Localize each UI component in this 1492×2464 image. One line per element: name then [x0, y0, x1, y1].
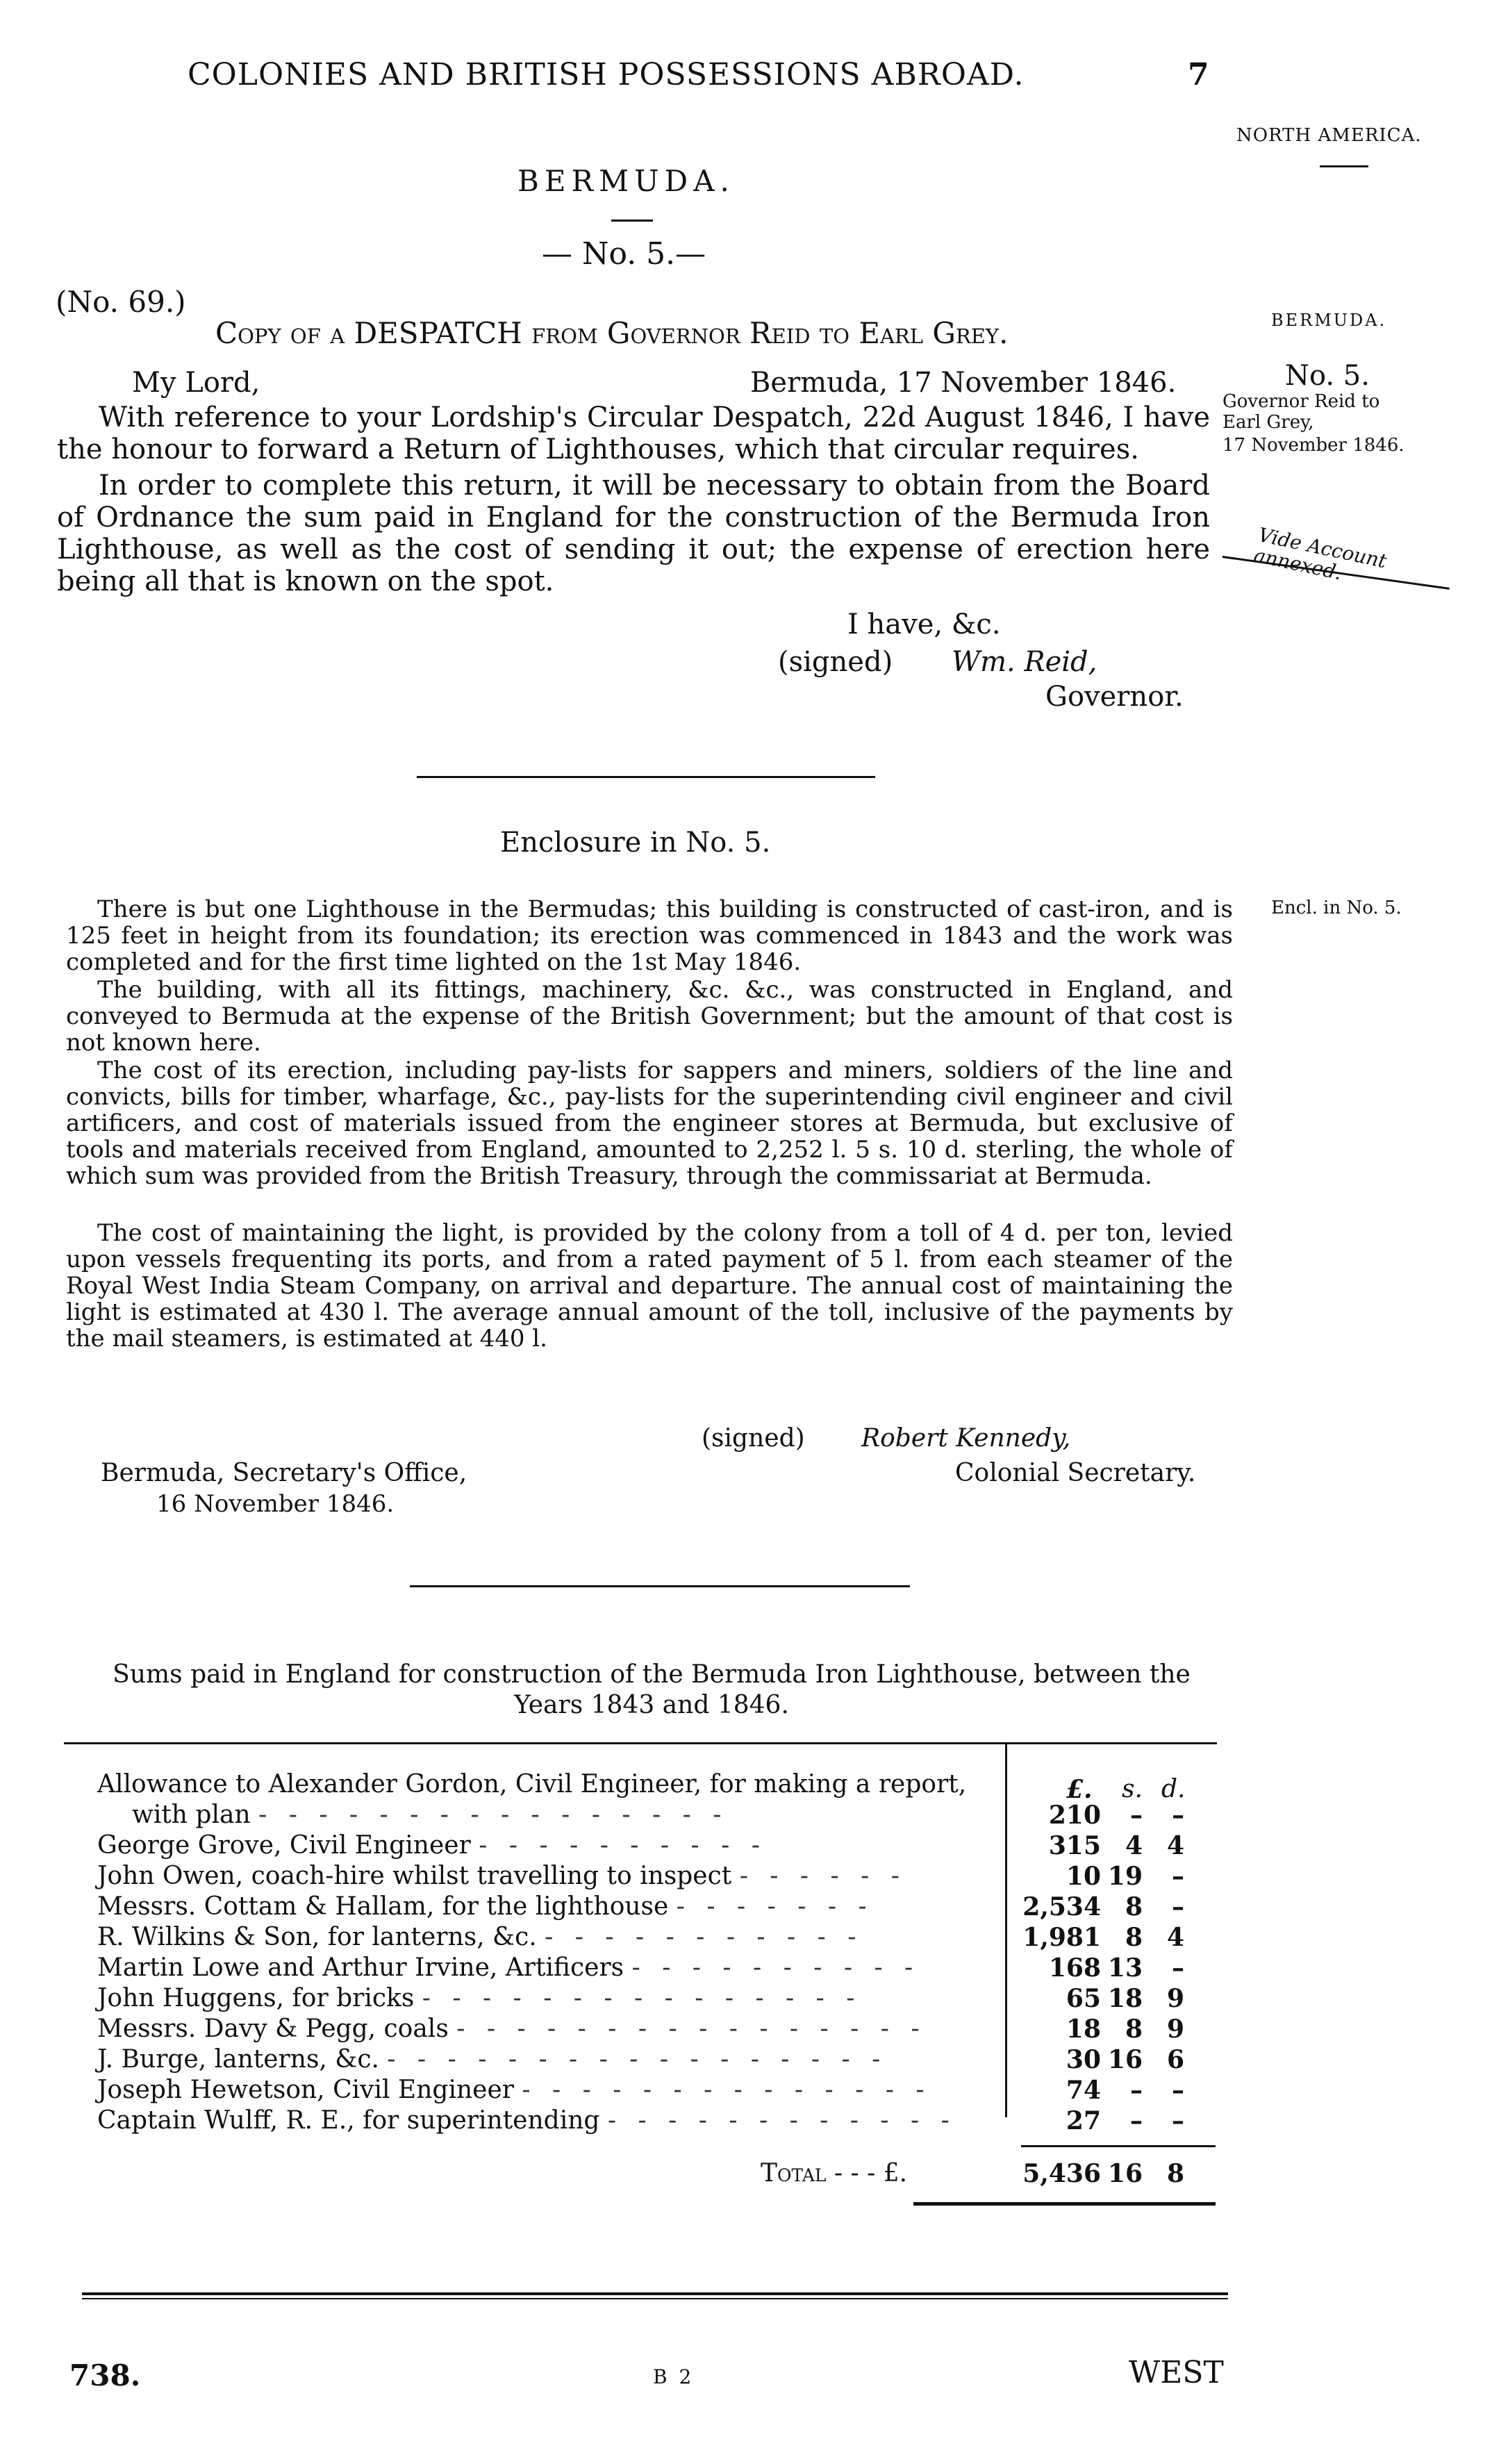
colony-rule	[611, 220, 653, 222]
margin-line1: Governor Reid to	[1222, 391, 1380, 412]
row-item: Joseph Hewetson, Civil Engineer	[97, 2076, 514, 2104]
row-pence: 4	[1166, 1923, 1184, 1952]
footer-rule-2	[82, 2298, 1228, 2299]
row-item: Messrs. Davy & Pegg, coals	[97, 2015, 449, 2043]
enclosure-para-4: The cost of maintaining the light, is provided by the colony from a toll of 4 d. per ton, levied upon vessels frequenting its ports, and from a rated payment of 5 l. from each steamer of the Royal West India Steam Company, on arrival and departure. The annual cost of maintaining the light is estimated at 430 l. The average annual amount of the toll, inclusive of the payments by the mail steamers, is estimated at 440 l.	[66, 1219, 1233, 1353]
row-item: Martin Lowe and Arthur Irvine, Artificers	[97, 1953, 624, 1982]
margin-encl: Encl. in No. 5.	[1271, 898, 1402, 918]
table-row: Messrs. Cottam & Hallam, for the lighthouse - - - - - - -	[97, 1892, 874, 1921]
table-top-rule	[64, 1742, 1217, 1744]
despatch-closing: I have, &c.	[847, 609, 1001, 640]
row-shillings: 8	[1125, 1892, 1143, 1921]
row-pounds: 30	[1066, 2045, 1101, 2074]
row-item: Allowance to Alexander Gordon, Civil Engineer, for making a report,	[97, 1770, 967, 1799]
row-shillings: 8	[1125, 1923, 1143, 1952]
col-shillings: s.	[1122, 1775, 1143, 1803]
row-pounds: 65	[1066, 1984, 1101, 2013]
despatch-signer: Wm. Reid,	[952, 646, 1097, 678]
table-title-line2: Years 1843 and 1846.	[514, 1691, 789, 1719]
row-shillings: 4	[1125, 1831, 1143, 1860]
despatch-para-2: In order to complete this return, it will be necessary to obtain from the Board of Ordnance the sum paid in England for the construction of the Bermuda Iron Lighthouse, as well as the cost of sending it out; the expense of erection here being all that is known on the spot.	[57, 470, 1210, 597]
row-pounds: 315	[1048, 1831, 1101, 1860]
region-label: NORTH AMERICA.	[1236, 125, 1422, 146]
row-pence: –	[1172, 2076, 1184, 2105]
despatch-title: Copy of a DESPATCH from Governor Reid to Earl Grey.	[215, 316, 1009, 350]
despatch-signer-title: Governor.	[1045, 681, 1184, 713]
row-shillings: –	[1130, 2076, 1143, 2105]
footer-rule-1	[82, 2292, 1228, 2295]
section-divider-2	[410, 1585, 910, 1587]
table-row: R. Wilkins & Son, for lanterns, &c. - - - - - - - - - - -	[97, 1923, 863, 1951]
margin-line3: 17 November 1846.	[1222, 435, 1404, 456]
table-row: Martin Lowe and Arthur Irvine, Artificers - - - - - - - - - -	[97, 1953, 920, 1982]
row-shillings: –	[1130, 2106, 1143, 2135]
row-shillings: 16	[1107, 2045, 1143, 2074]
row-pence: –	[1172, 2106, 1184, 2135]
enclosure-para-1: There is but one Lighthouse in the Bermudas; this building is constructed of cast-iron, and is 125 feet in height from its foundation; its erection was commenced in 1843 and the work was completed and for the first time lighted on the 1st May 1846.	[66, 895, 1233, 976]
row-item: with plan	[132, 1801, 251, 1829]
enclosure-signer: Robert Kennedy,	[861, 1424, 1071, 1453]
row-shillings: 19	[1107, 1862, 1143, 1891]
table-row	[97, 1770, 1000, 1799]
table-row: John Owen, coach-hire whilst travelling to inspect - - - - - -	[97, 1862, 906, 1890]
enclosure-para-3: The cost of its erection, including pay-lists for sappers and miners, soldiers of the line and convicts, bills for timber, wharfage, &c., pay-lists for the superintending civil engineer and civil artificers, and cost of materials issued from the engineer stores at Bermuda, but exclusive of tools and materials received from England, amounted to 2,252 l. 5 s. 10 d. sterling, the whole of which sum was provided from the British Treasury, through the commissariat at Bermuda.	[66, 1057, 1233, 1190]
footer-number: 738.	[69, 2358, 141, 2392]
row-pence: –	[1172, 1892, 1184, 1921]
running-title: COLONIES AND BRITISH POSSESSIONS ABROAD.	[188, 57, 1025, 92]
col-pounds: £.	[1066, 1775, 1093, 1804]
signature-mark: B 2	[653, 2365, 695, 2388]
row-item: John Owen, coach-hire whilst travelling to inspect	[97, 1862, 732, 1890]
table-row: J. Burge, lanterns, &c. - - - - - - - - - - - - - - - - -	[97, 2045, 888, 2074]
page-number: 7	[1188, 57, 1210, 92]
row-item: Captain Wulff, R. E., for superintending	[97, 2106, 600, 2135]
row-pence: 6	[1166, 2045, 1184, 2074]
row-pounds: 10	[1066, 1862, 1101, 1891]
margin-number: No. 5.	[1285, 360, 1370, 392]
dateline: Bermuda, 17 November 1846.	[750, 367, 1177, 399]
row-pounds: 1,981	[1022, 1923, 1101, 1952]
enclosure-signer-title: Colonial Secretary.	[955, 1459, 1196, 1487]
enclosure-date: 16 November 1846.	[156, 1490, 395, 1518]
row-pounds: 27	[1066, 2106, 1101, 2135]
salutation: My Lord,	[132, 367, 260, 399]
total-pounds: 5,436	[1022, 2159, 1101, 2188]
total-label: Total - - - £.	[761, 2159, 908, 2188]
total-shillings: 16	[1107, 2159, 1143, 2188]
table-row: Messrs. Davy & Pegg, coals - - - - - - - - - - - - - - - -	[97, 2015, 927, 2043]
table-row: with plan - - - - - - - - - - - - - - - -	[132, 1801, 729, 1829]
colony-heading: BERMUDA.	[517, 164, 735, 198]
row-pence: –	[1172, 1862, 1184, 1891]
enclosure-heading: Enclosure in No. 5.	[500, 827, 771, 859]
row-item: John Huggens, for bricks	[97, 1984, 415, 2012]
total-top-rule	[1021, 2145, 1216, 2147]
table-title-line1: Sums paid in England for construction of the Bermuda Iron Lighthouse, between the	[113, 1660, 1191, 1689]
despatch-number: — No. 5.—	[542, 236, 706, 272]
row-shillings: 8	[1125, 2015, 1143, 2044]
row-pence: 4	[1166, 1831, 1184, 1860]
row-pounds: 168	[1048, 1953, 1101, 1983]
margin-vide: Vide Account annexed.	[1252, 523, 1389, 585]
table-row: George Grove, Civil Engineer - - - - - - - - - -	[97, 1831, 767, 1860]
row-pence: 9	[1166, 2015, 1184, 2044]
enclosure-para-2: The building, with all its fittings, machinery, &c. &c., was constructed in England, and conveyed to Bermuda at the expense of the British Government; but the amount of that cost is not known here.	[66, 976, 1233, 1057]
row-shillings: 18	[1107, 1984, 1143, 2013]
despatch-ref: (No. 69.)	[56, 285, 186, 319]
col-pence: d.	[1161, 1775, 1186, 1803]
row-pence: –	[1172, 1953, 1184, 1983]
row-pounds: 210	[1048, 1801, 1101, 1830]
enclosure-place: Bermuda, Secretary's Office,	[101, 1459, 467, 1487]
row-item: George Grove, Civil Engineer	[97, 1831, 471, 1860]
row-shillings: –	[1130, 1801, 1143, 1830]
row-item: Messrs. Cottam & Hallam, for the lighthouse	[97, 1892, 669, 1921]
row-pence: 9	[1166, 1984, 1184, 2013]
table-row: Captain Wulff, R. E., for superintending - - - - - - - - - - - -	[97, 2106, 956, 2135]
total-double-rule	[913, 2202, 1216, 2206]
margin-colony: BERMUDA.	[1271, 311, 1387, 330]
row-pence: –	[1172, 1801, 1184, 1830]
region-rule	[1320, 165, 1368, 167]
row-pounds: 74	[1066, 2076, 1101, 2105]
despatch-para-1: With reference to your Lordship's Circular Despatch, 22d August 1846, I have the honour to forward a Return of Lighthouses, which that circular requires.	[57, 402, 1210, 465]
row-pounds: 2,534	[1022, 1892, 1101, 1921]
catchword: WEST	[1129, 2355, 1224, 2390]
row-item: J. Burge, lanterns, &c.	[97, 2045, 379, 2074]
section-divider-1	[417, 776, 875, 778]
row-shillings: 13	[1107, 1953, 1143, 1983]
table-row: John Huggens, for bricks - - - - - - - - - - - - - - -	[97, 1984, 862, 2012]
row-pounds: 18	[1066, 2015, 1101, 2044]
table-row: Joseph Hewetson, Civil Engineer - - - - - - - - - - - - - -	[97, 2076, 931, 2104]
enclosure-signed: (signed)	[702, 1424, 805, 1453]
table-column-rule	[1005, 1742, 1007, 2117]
total-pence: 8	[1166, 2159, 1184, 2188]
margin-line2: Earl Grey,	[1222, 412, 1314, 433]
despatch-signed: (signed)	[778, 646, 893, 678]
row-item: R. Wilkins & Son, for lanterns, &c.	[97, 1923, 537, 1951]
